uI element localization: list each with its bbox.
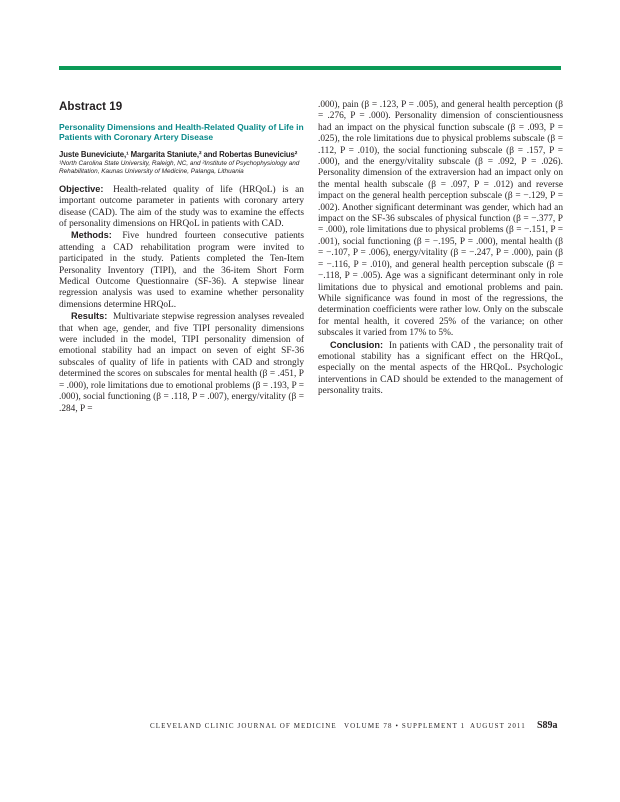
results-continued-text: .000), pain (β = .123, P = .005), and general health perception (β = .276, P = .000). Personality dimension of conscientiousness had an impact on the physical function subscale (β = .093, P = .025), the role limitations due to physical problems subscale (β = .112, P = .010), the social functioning subscale (β = .157, P = .000), and the energy/vitality subscale (β = .092, P = .026). Personality dimension of the extraversion had an impact only on the mental health subscale (β = .097, P = .012) and reverse impact on the general health perception subscale (β = −.129, P = .002). Another significant determinant was gender, which had an impact on the SF-36 subscales of physical function (β = −.377, P = .000), role limitations due to physical problems (β = −.151, P = .001), social functioning (β = −.195, P = .000), mental health (β = −.107, P = .006), energy/vitality (β = −.247, P = .000), pain (β = −.116, P = .010), and general health perception subscale (β = −.118, P = .005). Age was a significant determinant only in role limitations due to physical and emotional problems and pain. While significance was found in most of the regressions, the determination coefficients were rather low. Only on the subscale for mental health, it covered 25% of the variance; on other subscales it varied from 17% to 5%.: [318, 100, 563, 339]
methods-paragraph: [59, 230, 304, 311]
footer-date: AUGUST 2011: [470, 722, 526, 730]
abstract-title: Personality Dimensions and Health-Related Quality of Life in Patients with Coronary Artery Disease: [59, 122, 304, 143]
objective-text: Health-related quality of life (HRQoL) is an important outcome parameter in patients with coronary artery disease (CAD). The aim of the study was to examine the effects of personality dimensions on HRQoL in patients with CAD.: [59, 184, 304, 230]
right-column: [318, 100, 563, 398]
conclusion-heading: Conclusion:: [330, 339, 384, 350]
results-heading: Results:: [71, 311, 108, 322]
affiliation-line-1: ¹North Carolina State University, Raleigh, NC, and ²Institute of Psychophysiology and: [59, 159, 300, 167]
methods-text: Five hundred fourteen consecutive patients attending a CAD rehabilitation program were invited to participated in the study. Patients completed the Ten-Item Personality Inventory (TIPI), and the 36-item Short Form Medical Outcome Questionnaire (SF-36). A stepwise linear regression analysis was used to examine whether personality dimensions determine HRQoL.: [59, 231, 304, 310]
footer-page-number: S89a: [537, 720, 558, 731]
results-continued-paragraph: [318, 100, 563, 340]
authors: Juste Buneviciute,¹ Margarita Staniute,² and Robertas Bunevicius²: [59, 150, 298, 160]
conclusion-text: In patients with CAD , the personality trait of emotional stability has a significant effect on the HRQoL, especially on the mental aspects of the HRQoL. Psychologic interventions in CAD should be extended to the management of personality traits.: [318, 340, 563, 397]
affiliation-line-2: Rehabilitation, Kaunas University of Medicine, Palanga, Lithuania: [59, 168, 244, 176]
footer-journal: CLEVELAND CLINIC JOURNAL OF MEDICINE: [150, 722, 337, 730]
left-column: [59, 100, 304, 415]
objective-paragraph: [59, 184, 304, 231]
conclusion-paragraph: [318, 340, 563, 398]
footer-volume: VOLUME 78 • SUPPLEMENT 1: [344, 722, 466, 730]
results-text: Multivariate stepwise regression analyses revealed that when age, gender, and five TIPI personality dimensions were included in the model, TIPI personality dimension of emotional stability had an impact on seven of eight SF-36 subscales of quality of life in patients with CAD and strongly determined the scores on subscales for mental health (β = .451, P = .000), role limitations due to emotional problems (β = .193, P = .000), social functioning (β = .118, P = .007), energy/vitality (β = .284, P =: [59, 312, 305, 414]
header-rule: [59, 66, 561, 70]
objective-heading: Objective:: [59, 183, 104, 194]
methods-heading: Methods:: [71, 230, 112, 241]
results-paragraph: [59, 311, 304, 415]
abstract-number: Abstract 19: [59, 100, 123, 113]
affiliations: [59, 160, 304, 177]
